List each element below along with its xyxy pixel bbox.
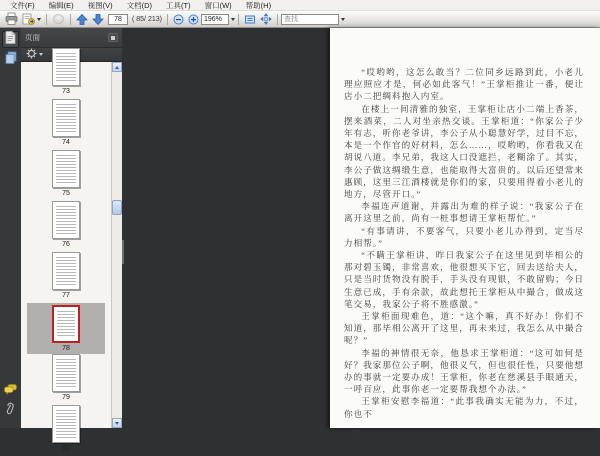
- zoom-caret-icon[interactable]: [231, 18, 235, 21]
- pages-panel: [21, 28, 122, 452]
- zoom-out-icon: [173, 14, 184, 25]
- next-page-icon: [92, 14, 104, 25]
- thumbnail-page-77[interactable]: [27, 252, 105, 303]
- paragraph: 王掌柜面现难色，道：“这个嘛，真不好办！你们不知道，那毕相公离开了这里，再未来过，我怎么从中撮合呢？”: [344, 311, 584, 346]
- thumbnail-image: [52, 99, 80, 137]
- toolbar-separator: [167, 14, 168, 25]
- menu-bar: [0, 0, 600, 11]
- next-page-button[interactable]: [90, 12, 106, 27]
- main-content: [0, 28, 600, 452]
- panel-options-icon: [111, 36, 115, 40]
- page-count-label: ( 85/ 213): [132, 15, 162, 23]
- scroll-down-icon: [115, 422, 119, 425]
- zoom-level-input[interactable]: [201, 14, 229, 25]
- toolbar-separator: [70, 14, 71, 25]
- thumbnail-label: 79: [62, 394, 70, 401]
- document-area[interactable]: [122, 28, 600, 437]
- toolbar-separator: [277, 14, 278, 25]
- thumbnail-label: 80: [62, 445, 70, 452]
- thumbnail-list: [21, 62, 122, 456]
- thumbnail-page-75[interactable]: [27, 150, 105, 201]
- panel-resize-grip[interactable]: [122, 240, 124, 264]
- fit-page-button[interactable]: [258, 12, 274, 27]
- print-button[interactable]: [3, 12, 20, 27]
- menu-file[interactable]: 文件(F): [10, 0, 35, 10]
- scrollbar-thumb[interactable]: [112, 200, 122, 215]
- comments-tab-icon: [4, 382, 17, 400]
- pages-tab-icon: [5, 31, 16, 49]
- thumbnail-label: 74: [62, 139, 70, 146]
- document-page: [330, 28, 600, 437]
- paragraph: 李福的神情很无奈，他恳求王掌柜道：“这可如何是好？我家那位公子啊，他很义气，但也很任性，只要他想办的事就一定要办成！王掌柜，你老在慈溪县手眼通天，一呼百应，此事你老一定要帮我想个办法。”: [344, 347, 584, 395]
- attachment-tab-icon: [5, 402, 16, 420]
- zoom-out-button[interactable]: [171, 12, 186, 27]
- fit-page-icon: [260, 13, 272, 25]
- zoom-in-button[interactable]: [186, 12, 201, 27]
- scroll-up-button[interactable]: [112, 62, 122, 72]
- tab-attachments[interactable]: [2, 402, 19, 419]
- paragraph: “有事请讲，不要客气，只要小老儿办得到，定当尽力相帮。”: [344, 225, 584, 248]
- panel-options-button[interactable]: [108, 33, 118, 42]
- thumbnail-page-73[interactable]: [27, 48, 105, 99]
- thumbnail-page-74[interactable]: [27, 99, 105, 150]
- paragraph: 在楼上一间清雅的独室，王掌柜让店小二端上香茶，摆来酒菜，二人对坐亲热交谈。王掌柜道：“你家公子少年有志，听你老爷讲，李公子从小聪慧好学，过目不忘，本是一个作官的好材料，怎么……，哎哟哟，你看我又在胡说八道。李兄弟，我这人口没遮拦，老糊涂了。其实，李公子做这绸缎生意，也能取得大富贵的。以后还望常来惠顾，这里三江酒楼就是你们的家，只要用得着小老儿的地方，尽管开口。”: [344, 103, 584, 200]
- menu-help[interactable]: 帮助(H): [245, 0, 272, 10]
- paragraph: 王掌柜安慰李福道：“此事我确实无能为力，不过，你也不: [344, 396, 584, 419]
- thumbnail-image: [52, 305, 80, 343]
- navigation-tab-strip: [0, 28, 21, 428]
- export-caret-icon: [37, 18, 41, 21]
- previous-page-button[interactable]: [74, 12, 90, 27]
- export-button[interactable]: [20, 12, 43, 27]
- previous-page-icon: [76, 14, 88, 25]
- thumbnail-page-80[interactable]: [27, 405, 105, 456]
- toolbar: [0, 11, 600, 28]
- thumbnail-image: [52, 354, 80, 392]
- thumbnail-page-78-selected[interactable]: [27, 303, 105, 354]
- printer-icon: [5, 13, 18, 25]
- thumbnail-label: 78: [62, 345, 70, 352]
- tab-layers[interactable]: [2, 51, 19, 68]
- menu-view[interactable]: 视图(V): [87, 0, 113, 10]
- thumbnail-label: 75: [62, 190, 70, 197]
- thumbnail-scrollbar[interactable]: [111, 62, 122, 428]
- scroll-down-button[interactable]: [112, 418, 122, 428]
- toolbar-separator: [238, 14, 239, 25]
- scroll-mode-icon: [244, 14, 256, 25]
- tab-comments[interactable]: [2, 382, 19, 399]
- tab-pages[interactable]: [2, 31, 19, 48]
- menu-document[interactable]: 文档(D): [126, 0, 152, 10]
- thumbnail-image: [52, 252, 80, 290]
- find-caret-icon[interactable]: [341, 18, 345, 21]
- thumbnail-image: [52, 405, 80, 443]
- page-footer-number: 78: [352, 427, 360, 437]
- thumbnail-label: 77: [62, 292, 70, 299]
- menu-window[interactable]: 窗口(W): [204, 0, 232, 10]
- toolbar-separator: [46, 14, 47, 25]
- find-input[interactable]: [281, 14, 339, 25]
- pages-panel-title: 页面: [25, 33, 40, 42]
- collaborate-button: [50, 12, 67, 27]
- page-number-input[interactable]: [108, 14, 128, 25]
- page-text: [344, 66, 584, 420]
- thumbnail-image: [52, 48, 80, 86]
- menu-edit[interactable]: 编辑(E): [48, 0, 74, 10]
- scroll-up-icon: [115, 66, 119, 69]
- paragraph: “哎哟哟，这怎么敢当？二位同乡远路到此，小老儿理应照应才是，何必如此客气！”王掌柜推让一番，便让店小二把绸料抱入内室。: [344, 67, 584, 102]
- thumbnail-page-76[interactable]: [27, 201, 105, 252]
- layers-tab-icon: [5, 51, 17, 69]
- paragraph: “不瞒王掌柜讲，昨日我家公子在这里见到毕相公的那对碧玉镯，非常喜欢，他很想买下它，回去送给夫人，只是当时货物没有脱手，手头没有现银，不敢留购；今日生意已成，手有余款，故此想托王掌柜从中撮合，做成这笔交易，我家公子将不胜感激。”: [344, 250, 584, 309]
- zoom-in-icon: [188, 14, 199, 25]
- thumbnail-image: [52, 150, 80, 188]
- thumbnail-label: 73: [62, 88, 70, 95]
- thumbnail-image: [52, 201, 80, 239]
- thumbnail-page-79[interactable]: [27, 354, 105, 405]
- thumbnail-label: 76: [62, 241, 70, 248]
- paragraph: 李福连声道谢，并露出为难的样子说：“我家公子在离开这里之前，尚有一桩事想请王掌柜帮忙。”: [344, 201, 584, 224]
- collaborate-icon: [52, 13, 65, 25]
- export-icon: [22, 13, 35, 25]
- menu-tools[interactable]: 工具(T): [166, 0, 191, 10]
- scroll-mode-button[interactable]: [242, 12, 258, 27]
